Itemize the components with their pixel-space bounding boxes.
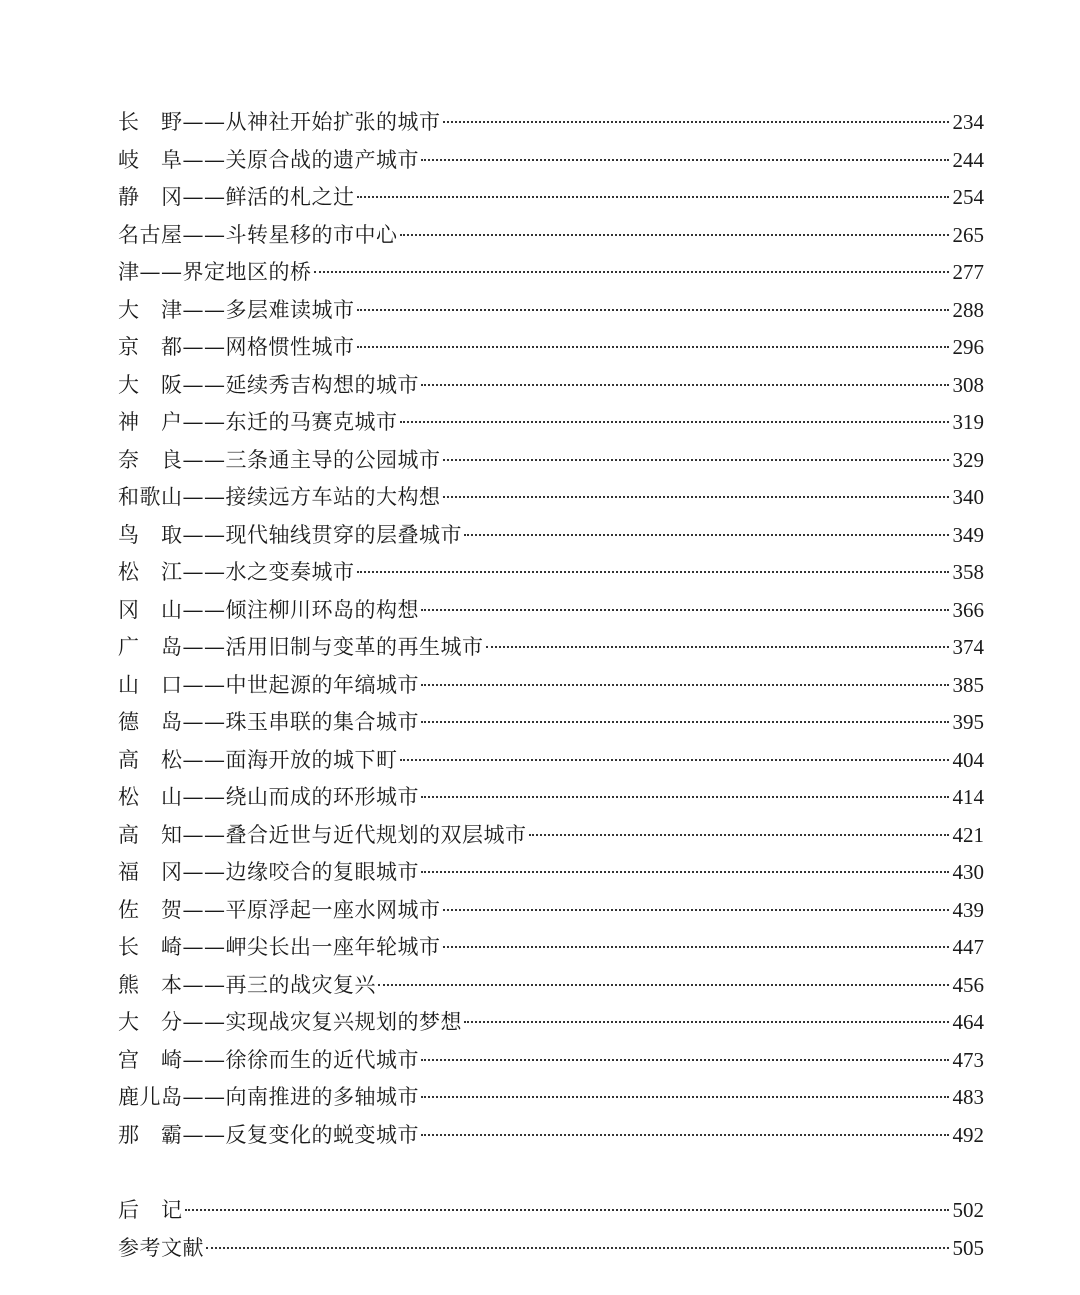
- toc-entry-title: 福 冈——边缘咬合的复眼城市: [118, 860, 419, 884]
- toc-entry-title: 长 野——从神社开始扩张的城市: [118, 110, 441, 134]
- toc-entry-title: 鸟 取——现代轴线贯穿的层叠城市: [118, 522, 462, 547]
- section-gap: [118, 1154, 984, 1192]
- toc-entry-page: 366: [952, 597, 984, 622]
- dot-leader: [486, 646, 949, 648]
- toc-entry[interactable]: [118, 704, 984, 742]
- toc-entry[interactable]: [118, 967, 984, 1005]
- dot-leader: [421, 721, 949, 723]
- toc-entry-page: 464: [952, 1010, 984, 1034]
- toc-entry-title: 那 霸——反复变化的蜕变城市: [118, 1122, 419, 1147]
- toc-entry-title: 京 都——网格惯性城市: [118, 335, 355, 359]
- toc-entry-page: 404: [952, 747, 984, 772]
- toc-entry[interactable]: [118, 892, 984, 930]
- toc-entry[interactable]: [118, 217, 984, 255]
- toc-entry-title: 神 户——东迁的马赛克城市: [118, 410, 398, 434]
- toc-entry-page: 254: [952, 185, 984, 209]
- dot-leader: [443, 909, 949, 911]
- toc-entry[interactable]: [118, 142, 984, 180]
- toc-entry-page: 329: [952, 447, 984, 472]
- dot-leader: [421, 1059, 949, 1061]
- toc-entry-page: 265: [952, 222, 984, 247]
- toc-entry[interactable]: [118, 517, 984, 555]
- toc-entry-page: 349: [952, 522, 984, 547]
- toc-entry-page: 358: [952, 560, 984, 584]
- dot-leader: [421, 384, 949, 386]
- toc-entry-page: 430: [952, 860, 984, 884]
- toc-entry-afterword[interactable]: [118, 1192, 984, 1230]
- dot-leader: [206, 1247, 949, 1249]
- toc-entry[interactable]: [118, 104, 984, 142]
- dot-leader: [357, 196, 949, 198]
- toc-entry-title: 大 阪——延续秀吉构想的城市: [118, 372, 419, 397]
- dot-leader: [357, 309, 949, 311]
- toc-entry[interactable]: [118, 367, 984, 405]
- toc-entry[interactable]: [118, 1004, 984, 1042]
- toc-entry-title: 大 分——实现战灾复兴规划的梦想: [118, 1010, 462, 1034]
- toc-entry-title: 熊 本——再三的战灾复兴: [118, 972, 376, 997]
- toc-entry-title: 广 岛——活用旧制与变革的再生城市: [118, 635, 484, 659]
- dot-leader: [443, 121, 949, 123]
- toc-entry-title: 津——界定地区的桥: [118, 260, 312, 284]
- toc-entry[interactable]: [118, 1079, 984, 1117]
- toc-entry-title: 山 口——中世起源的年缟城市: [118, 672, 419, 697]
- dot-leader: [421, 1134, 949, 1136]
- toc-entry-title: 佐 贺——平原浮起一座水网城市: [118, 897, 441, 922]
- toc-entry-page: 456: [952, 972, 984, 997]
- dot-leader: [357, 346, 949, 348]
- dot-leader: [378, 984, 949, 986]
- toc-entry-page: 374: [952, 635, 984, 659]
- toc-entry-title: 鹿儿岛——向南推进的多轴城市: [118, 1085, 419, 1109]
- toc-entry-page: 505: [952, 1235, 984, 1260]
- toc-entry-title: 名古屋——斗转星移的市中心: [118, 222, 398, 247]
- toc-entry[interactable]: [118, 629, 984, 667]
- toc-entry-page: 483: [952, 1085, 984, 1109]
- toc-entry[interactable]: [118, 1042, 984, 1080]
- dot-leader: [314, 271, 949, 273]
- toc-entry-page: 492: [952, 1122, 984, 1147]
- toc-entry-title: 奈 良——三条通主导的公园城市: [118, 447, 441, 472]
- toc-entries: [118, 104, 984, 1154]
- toc-entry-page: 439: [952, 897, 984, 922]
- toc-entry-title: 宫 崎——徐徐而生的近代城市: [118, 1047, 419, 1072]
- toc-entry[interactable]: [118, 667, 984, 705]
- toc-entry[interactable]: [118, 329, 984, 367]
- toc-entry[interactable]: [118, 404, 984, 442]
- toc-entry-title: 大 津——多层难读城市: [118, 297, 355, 322]
- toc-entry[interactable]: [118, 179, 984, 217]
- toc-entry[interactable]: [118, 742, 984, 780]
- toc-entry[interactable]: [118, 254, 984, 292]
- dot-leader: [443, 496, 949, 498]
- toc-entry-page: 308: [952, 372, 984, 397]
- toc-entry-page: 395: [952, 710, 984, 734]
- toc-entry-page: 319: [952, 410, 984, 434]
- dot-leader: [421, 684, 949, 686]
- dot-leader: [400, 234, 949, 236]
- toc-entry-title: 高 知——叠合近世与近代规划的双层城市: [118, 822, 527, 847]
- toc-entry-page: 234: [952, 110, 984, 134]
- toc-entry[interactable]: [118, 554, 984, 592]
- toc-entry-page: 244: [952, 147, 984, 172]
- dot-leader: [443, 946, 949, 948]
- toc-entry[interactable]: [118, 929, 984, 967]
- toc-entry[interactable]: [118, 1117, 984, 1155]
- toc-entry-page: 385: [952, 672, 984, 697]
- dot-leader: [464, 1021, 949, 1023]
- toc-entry-title: 松 山——绕山而成的环形城市: [118, 785, 419, 809]
- toc-entry-references[interactable]: [118, 1230, 984, 1268]
- dot-leader: [443, 459, 949, 461]
- toc-entry-title: 高 松——面海开放的城下町: [118, 747, 398, 772]
- toc-entry[interactable]: [118, 817, 984, 855]
- toc-entry[interactable]: [118, 292, 984, 330]
- dot-leader: [357, 571, 949, 573]
- dot-leader: [421, 871, 949, 873]
- toc-entry-page: 277: [952, 260, 984, 284]
- dot-leader: [400, 759, 949, 761]
- dot-leader: [464, 534, 949, 536]
- dot-leader: [400, 421, 949, 423]
- dot-leader: [421, 796, 949, 798]
- toc-entry[interactable]: [118, 442, 984, 480]
- dot-leader: [529, 834, 949, 836]
- toc-entry-page: 502: [952, 1198, 984, 1222]
- toc-entry[interactable]: [118, 479, 984, 517]
- toc-entry-title: 松 江——水之变奏城市: [118, 560, 355, 584]
- table-of-contents: [118, 104, 984, 1267]
- toc-entry-title: 参考文献: [118, 1235, 204, 1260]
- toc-entry-page: 414: [952, 785, 984, 809]
- dot-leader: [185, 1209, 949, 1211]
- toc-entry-page: 296: [952, 335, 984, 359]
- toc-entry-page: 421: [952, 822, 984, 847]
- toc-entry-title: 后 记: [118, 1198, 183, 1222]
- toc-entry-title: 德 岛——珠玉串联的集合城市: [118, 710, 419, 734]
- toc-entry[interactable]: [118, 592, 984, 630]
- toc-entry[interactable]: [118, 854, 984, 892]
- dot-leader: [421, 609, 949, 611]
- dot-leader: [421, 1096, 949, 1098]
- toc-back-matter: [118, 1192, 984, 1267]
- toc-entry-page: 447: [952, 935, 984, 959]
- toc-entry-title: 静 冈——鲜活的札之辻: [118, 185, 355, 209]
- toc-entry-page: 473: [952, 1047, 984, 1072]
- toc-entry[interactable]: [118, 779, 984, 817]
- toc-entry-title: 冈 山——倾注柳川环岛的构想: [118, 597, 419, 622]
- toc-entry-title: 长 崎——岬尖长出一座年轮城市: [118, 935, 441, 959]
- toc-entry-title: 岐 阜——关原合战的遗产城市: [118, 147, 419, 172]
- toc-entry-title: 和歌山——接续远方车站的大构想: [118, 485, 441, 509]
- toc-entry-page: 340: [952, 485, 984, 509]
- toc-entry-page: 288: [952, 297, 984, 322]
- dot-leader: [421, 159, 949, 161]
